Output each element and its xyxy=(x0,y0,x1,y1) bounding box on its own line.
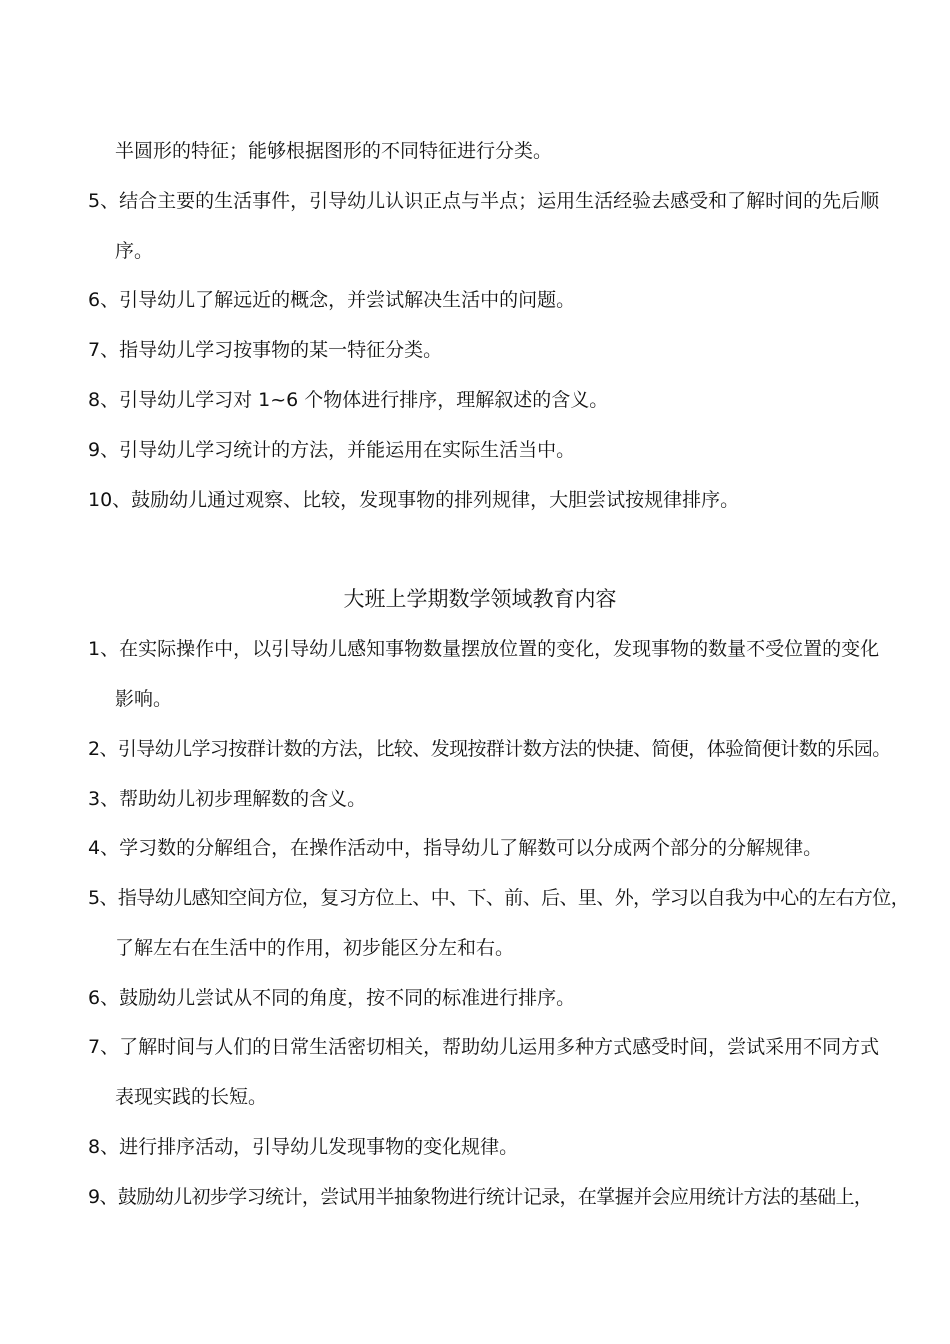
list-item-10: 10、鼓励幼儿通过观察、比较，发现事物的排列规律，大胆尝试按规律排序。 xyxy=(88,489,740,511)
list-item-7: 7、指导幼儿学习按事物的某一特征分类。 xyxy=(88,339,443,361)
list-item-2: 2、引导幼儿学习按群计数的方法，比较、发现按群计数方法的快捷、简便，体验简便计数的乐园。 xyxy=(88,738,891,760)
list-item-5: 5、指导幼儿感知空间方位，复习方位上、中、下、前、后、里、外，学习以自我为中心的左右方位， xyxy=(88,887,910,909)
paragraph-line: 表现实践的长短。 xyxy=(115,1086,268,1108)
list-item-8: 8、引导幼儿学习对 1~6 个物体进行排序，理解叙述的含义。 xyxy=(88,389,609,411)
list-item-6: 6、引导幼儿了解远近的概念，并尝试解决生活中的问题。 xyxy=(88,289,576,311)
list-item-7: 7、了解时间与人们的日常生活密切相关，帮助幼儿运用多种方式感受时间，尝试采用不同方式 xyxy=(88,1036,880,1058)
list-item-9: 9、鼓励幼儿初步学习统计，尝试用半抽象物进行统计记录，在掌握并会应用统计方法的基础上， xyxy=(88,1186,873,1208)
list-item-9: 9、引导幼儿学习统计的方法，并能运用在实际生活当中。 xyxy=(88,439,576,461)
paragraph-line: 序。 xyxy=(115,240,154,262)
list-item-1: 1、在实际操作中，以引导幼儿感知事物数量摆放位置的变化，发现事物的数量不受位置的变化 xyxy=(88,638,880,660)
section-title: 大班上学期数学领域教育内容 xyxy=(343,587,617,611)
list-item-8: 8、进行排序活动，引导幼儿发现事物的变化规律。 xyxy=(88,1136,519,1158)
list-item-4: 4、学习数的分解组合，在操作活动中，指导幼儿了解数可以分成两个部分的分解规律。 xyxy=(88,837,823,859)
list-item-5: 5、结合主要的生活事件，引导幼儿认识正点与半点；运用生活经验去感受和了解时间的先后顺 xyxy=(88,190,880,212)
paragraph-line: 半圆形的特征；能够根据图形的不同特征进行分类。 xyxy=(115,140,553,162)
list-item-6: 6、鼓励幼儿尝试从不同的角度，按不同的标准进行排序。 xyxy=(88,987,576,1009)
list-item-3: 3、帮助幼儿初步理解数的含义。 xyxy=(88,788,367,810)
paragraph-line: 影响。 xyxy=(115,688,173,710)
paragraph-line: 了解左右在生活中的作用，初步能区分左和右。 xyxy=(115,937,515,959)
